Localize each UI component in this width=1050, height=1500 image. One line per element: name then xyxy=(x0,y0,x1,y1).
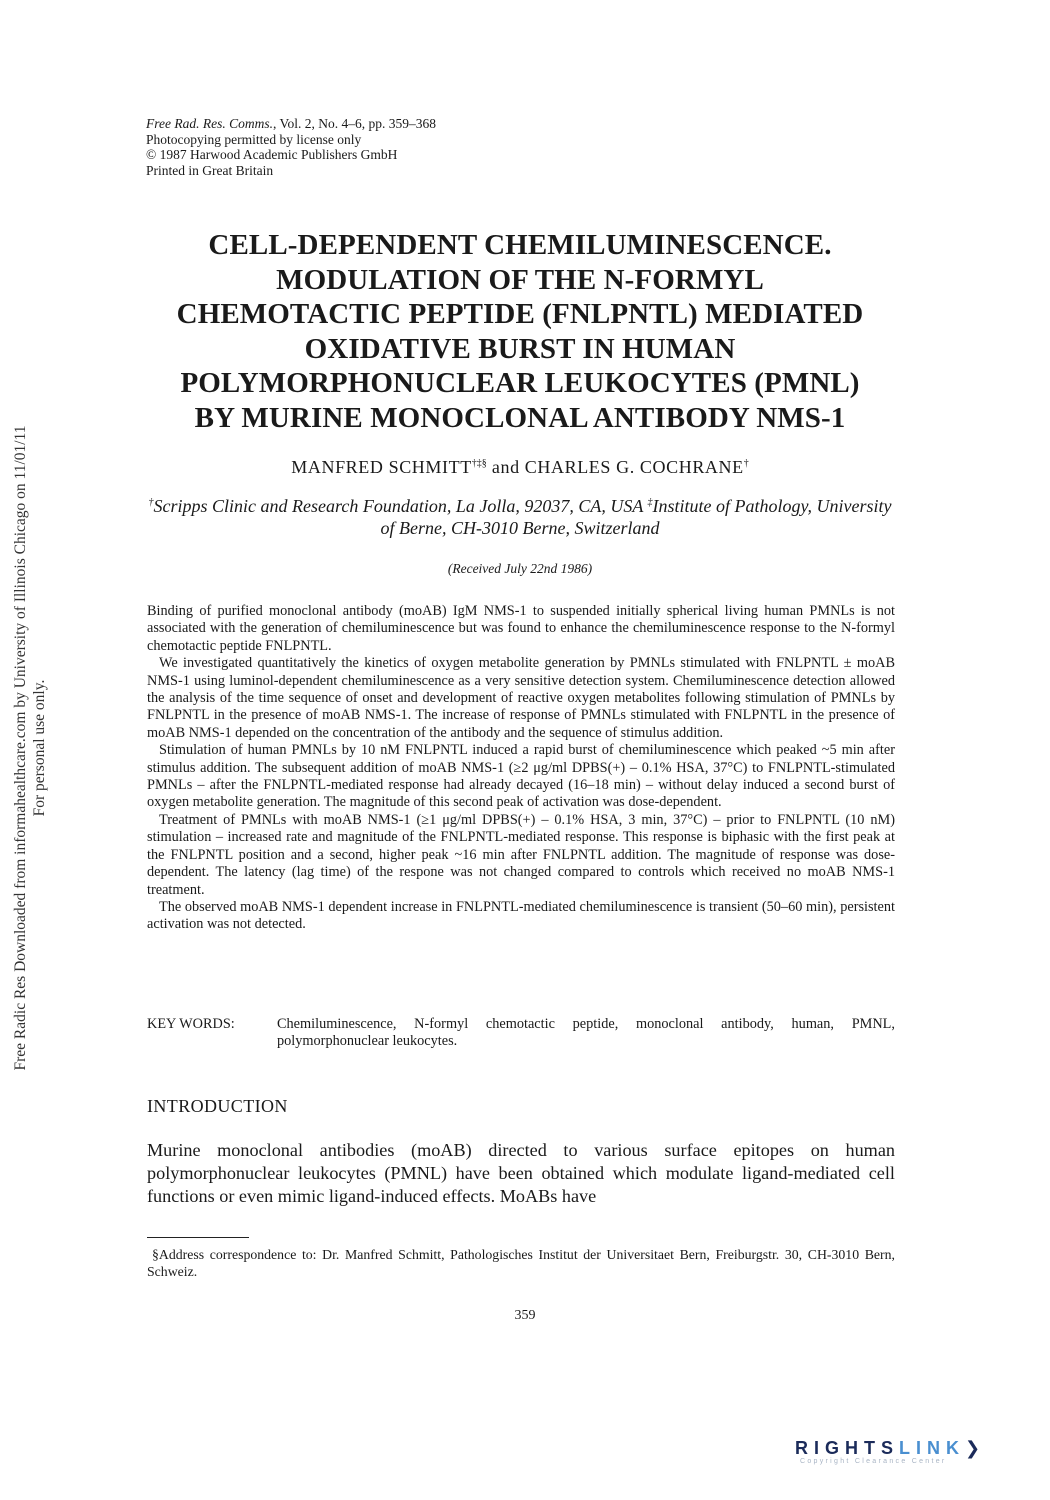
keywords-list: Chemiluminescence, N-formyl chemotactic peptide, monoclonal antibody, human, PMNL, polymorphonuclear leukocytes. xyxy=(277,1016,895,1050)
authors xyxy=(140,457,900,478)
journal-name: Free Rad. Res. Comms. xyxy=(146,116,273,131)
author-affiliation-marks: † xyxy=(743,458,749,469)
title-line: CHEMOTACTIC PEPTIDE (FNLPNTL) MEDIATED xyxy=(176,298,864,330)
journal-printed: Printed in Great Britain xyxy=(146,162,274,178)
rightslink-logo[interactable] xyxy=(795,1438,1031,1474)
abstract-paragraph: Binding of purified monoclonal antibody (moAB) IgM NMS-1 to suspended initially spherical living human PMNLs is not associated with the generation of chemiluminescence but was found to enhance the chemiluminescence response to the N-formyl chemotactic peptide FNLPNTL. xyxy=(147,603,895,654)
abstract-paragraph: Stimulation of human PMNLs by 10 nM FNLPNTL induced a rapid burst of chemiluminescence which peaked ~5 min after stimulus addition. The subsequent addition of moAB NMS-1 (≥2 μg/ml DPBS(+) – 0.1% HSA, 37°C) to FNLPNTL-stimulated PMNLs – after the FNLPNTL-mediated response had already decayed (16–18 min) – without delay induced a second burst of oxygen metabolite generation. The magnitude of this second peak of activation was dose-dependent. xyxy=(147,742,895,811)
affiliation-text: Scripps Clinic and Research Foundation, La Jolla, 92037, CA, USA xyxy=(153,496,648,516)
introduction-paragraph: Murine monoclonal antibodies (moAB) directed to various surface epitopes on human polymorphonuclear leukocytes (PMNL) have been obtained which modulate ligand-mediated cell functions or even mimic ligand-induced effects. MoABs have xyxy=(147,1140,895,1206)
journal-license: Photocopying permitted by license only xyxy=(146,131,362,147)
download-stamp-line2: For personal use only. xyxy=(31,679,48,817)
affiliation-mark: † xyxy=(148,497,154,508)
abstract-paragraph: We investigated quantitatively the kinetics of oxygen metabolite generation by PMNLs stimulated with FNLPNTL ± moAB NMS-1 using luminol-dependent chemiluminescence as a very sensitive detection system. Chemiluminescence detection allowed the analysis of the time sequence of onset and development of reactive oxygen metabolites following stimulation of PMNLs by FNLPNTL in the presence of moAB NMS-1. The increase of response of PMNLs stimulated with FNLPNTL in the presence of moAB NMS-1 depended on the concentration of the antibody and the sequence of stimulus addition. xyxy=(147,655,895,741)
author-connector: and xyxy=(486,457,525,477)
footnote xyxy=(147,1246,895,1280)
chevron-right-icon: ❯ xyxy=(965,1438,981,1458)
title-line: BY MURINE MONOCLONAL ANTIBODY NMS-1 xyxy=(194,401,846,434)
rightslink-tagline: Copyright Clearance Center xyxy=(800,1458,947,1465)
download-stamp xyxy=(0,0,60,1500)
keywords xyxy=(147,1016,895,1051)
author-name: MANFRED SCHMITT xyxy=(291,457,472,477)
journal-copyright: © 1987 Harwood Academic Publishers GmbH xyxy=(146,147,398,162)
introduction-body xyxy=(147,1139,895,1208)
affiliation-text: Institute of Pathology, University of Berne, CH-3010 Berne, Switzerland xyxy=(380,496,892,538)
journal-citation xyxy=(146,116,436,132)
footnote-text: §Address correspondence to: Dr. Manfred Schmitt, Pathologisches Institut der Universitaet Bern, Freiburgstr. 30, CH-3010 Bern, Schweiz. xyxy=(147,1247,895,1280)
affiliations xyxy=(140,492,900,539)
title-line: MODULATION OF THE N-FORMYL xyxy=(276,263,764,296)
rightslink-logo-dark: RIGHTS xyxy=(795,1438,900,1458)
abstract-paragraph: Treatment of PMNLs with moAB NMS-1 (≥1 μg/ml DPBS(+) – 0.1% HSA, 3 min, 37°C) – prior to FNLPNTL (10 nM) stimulation – increased rate and magnitude of the FNLPNTL-mediated response. This response is biphasic with the first peak at the FNLPNTL position and a second, higher peak ~16 min after FNLPNTL addition. The magnitude of response was dose-dependent. The latency (lag time) of the respone was not changed compared to controls which received no moAB NMS-1 treatment. xyxy=(147,811,895,898)
download-stamp-line1: Free Radic Res Downloaded from informahealthcare.com by University of Illinois Chicago on 11/01/11 xyxy=(12,425,29,1071)
keywords-label: KEY WORDS: xyxy=(147,1016,235,1032)
page-number: 359 xyxy=(514,1308,536,1323)
received-date: (Received July 22nd 1986) xyxy=(447,561,593,576)
affiliation-mark: ‡ xyxy=(647,497,653,508)
title-line: CELL-DEPENDENT CHEMILUMINESCENCE. xyxy=(208,229,832,261)
title-line: OXIDATIVE BURST IN HUMAN xyxy=(304,332,736,365)
rightslink-logo-light: LINK xyxy=(899,1438,966,1458)
title-line: POLYMORPHONUCLEAR LEUKOCYTES (PMNL) xyxy=(180,367,860,399)
footnote-divider xyxy=(147,1237,249,1238)
abstract xyxy=(147,603,895,934)
author-name: CHARLES G. COCHRANE xyxy=(524,457,744,477)
author-affiliation-marks: †‡§ xyxy=(471,458,487,469)
section-heading-introduction: INTRODUCTION xyxy=(147,1096,288,1116)
journal-volume: , Vol. 2, No. 4–6, pp. 359–368 xyxy=(272,116,436,131)
journal-info xyxy=(146,116,436,178)
article-title xyxy=(140,228,900,435)
abstract-paragraph: The observed moAB NMS-1 dependent increase in FNLPNTL-mediated chemiluminescence is transient (50–60 min), persistent activation was not detected. xyxy=(147,898,895,933)
